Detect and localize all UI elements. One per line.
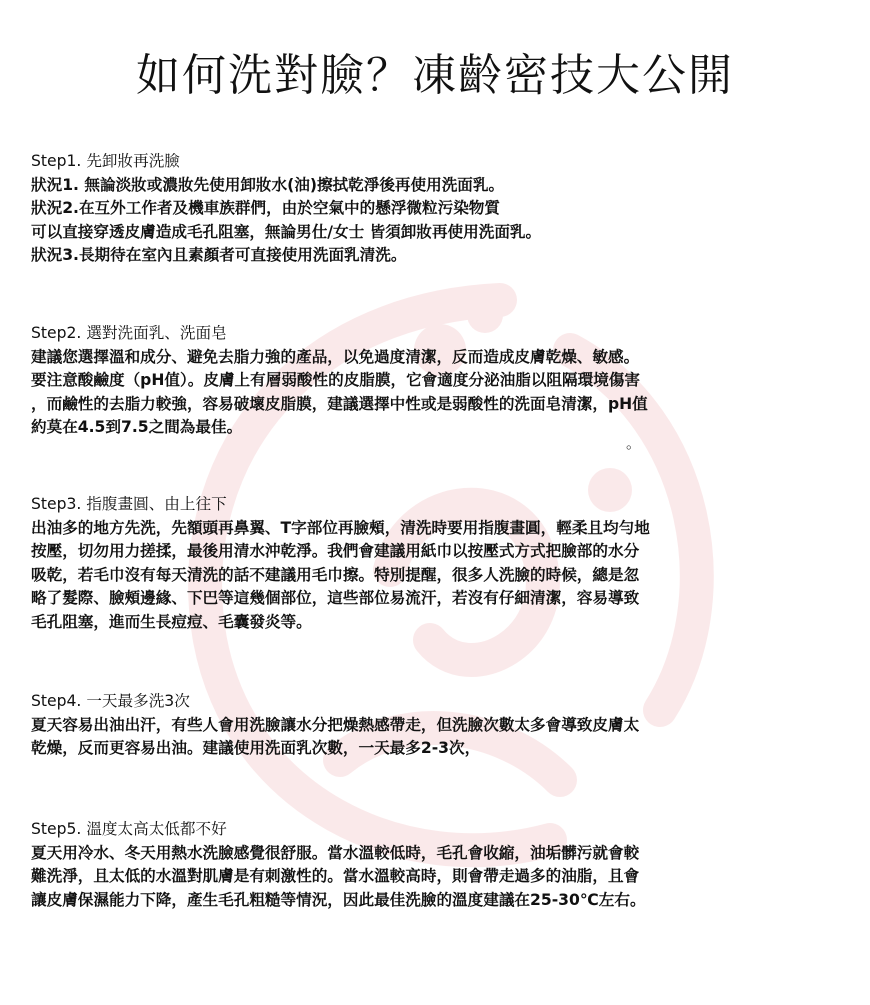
paragraph-line: 夏天用冷水、冬天用熱水洗臉感覺很舒服。當水溫較低時，毛孔會收縮，油垢髒污就會較 [31, 843, 640, 862]
paragraph-line: 要注意酸鹼度（pH值）。皮膚上有層弱酸性的皮脂膜，它會適度分泌油脂以阻隔環境傷害 [31, 371, 640, 389]
paragraph-line: 狀況2.在互外工作者及機車族群們，由於空氣中的懸浮微粒污染物質 [31, 199, 500, 217]
paragraph-line: 乾燥，反而更容易出油。建議使用洗面乳次數，一天最多2-3次， [31, 739, 481, 757]
section-step4 [31, 690, 846, 761]
paragraph-line: 約莫在4.5到7.5之間為最佳。 [31, 418, 243, 436]
section-heading: Step4. 一天最多洗3次 [31, 692, 190, 710]
paragraph-line: 出油多的地方先洗，先額頭再鼻翼、T字部位再臉頰，清洗時要用指腹畫圓，輕柔且均勻地 [31, 518, 650, 537]
paragraph-line: 吸乾，若毛巾沒有每天清洗的話不建議用毛巾擦。特別提醒，很多人洗臉的時候，總是忽 [31, 565, 640, 584]
paragraph-line: 夏天容易出油出汗，有些人會用洗臉讓水分把燥熱感帶走，但洗臉次數太多會導致皮膚太 [31, 715, 640, 734]
paragraph-line: 建議您選擇溫和成分、避免去脂力強的產品，以免過度清潔，反而造成皮膚乾燥、敏感。 [31, 347, 640, 366]
section-heading: Step3. 指腹畫圓、由上往下 [31, 495, 227, 513]
paragraph-line: 難洗淨，且太低的水溫對肌膚是有刺激性的。當水溫較高時，則會帶走過多的油脂，且會 [31, 867, 640, 885]
section-heading: Step2. 選對洗面乳、洗面皂 [31, 324, 227, 342]
section-step5 [31, 818, 846, 912]
page-title: 如何洗對臉？凍齡密技大公開 [136, 50, 734, 101]
section-step1 [31, 150, 846, 268]
paragraph-line: 略了髮際、臉頰邊緣、下巴等這幾個部位，這些部位易流汗，若沒有仔細清潔，容易導致 [31, 589, 640, 607]
paragraph-line: 讓皮膚保濕能力下降，產生毛孔粗糙等情況，因此最佳洗臉的溫度建議在25-30℃左右。 [31, 890, 646, 909]
section-step2 [31, 322, 846, 440]
paragraph-line: 按壓，切勿用力搓揉，最後用清水沖乾淨。我們會建議用紙巾以按壓式方式把臉部的水分 [31, 542, 640, 560]
section-heading: Step1. 先卸妝再洗臉 [31, 152, 180, 170]
paragraph-line: 狀況1. 無論淡妝或濃妝先使用卸妝水(油)擦拭乾淨後再使用洗面乳。 [31, 175, 505, 194]
paragraph-line: 狀況3.長期待在室內且素顏者可直接使用洗面乳清洗。 [31, 246, 407, 264]
paragraph-line: ，而鹼性的去脂力較強，容易破壞皮脂膜，建議選擇中性或是弱酸性的洗面皂清潔，pH值 [31, 394, 648, 413]
section-heading: Step5. 溫度太高太低都不好 [31, 820, 227, 838]
paragraph-line: 可以直接穿透皮膚造成毛孔阻塞，無論男仕/女士 皆須卸妝再使用洗面乳。 [31, 222, 542, 241]
stray-punctuation: 。 [626, 434, 642, 452]
section-step3 [31, 493, 846, 634]
paragraph-line: 毛孔阻塞，進而生長痘痘、毛囊發炎等。 [31, 612, 312, 631]
